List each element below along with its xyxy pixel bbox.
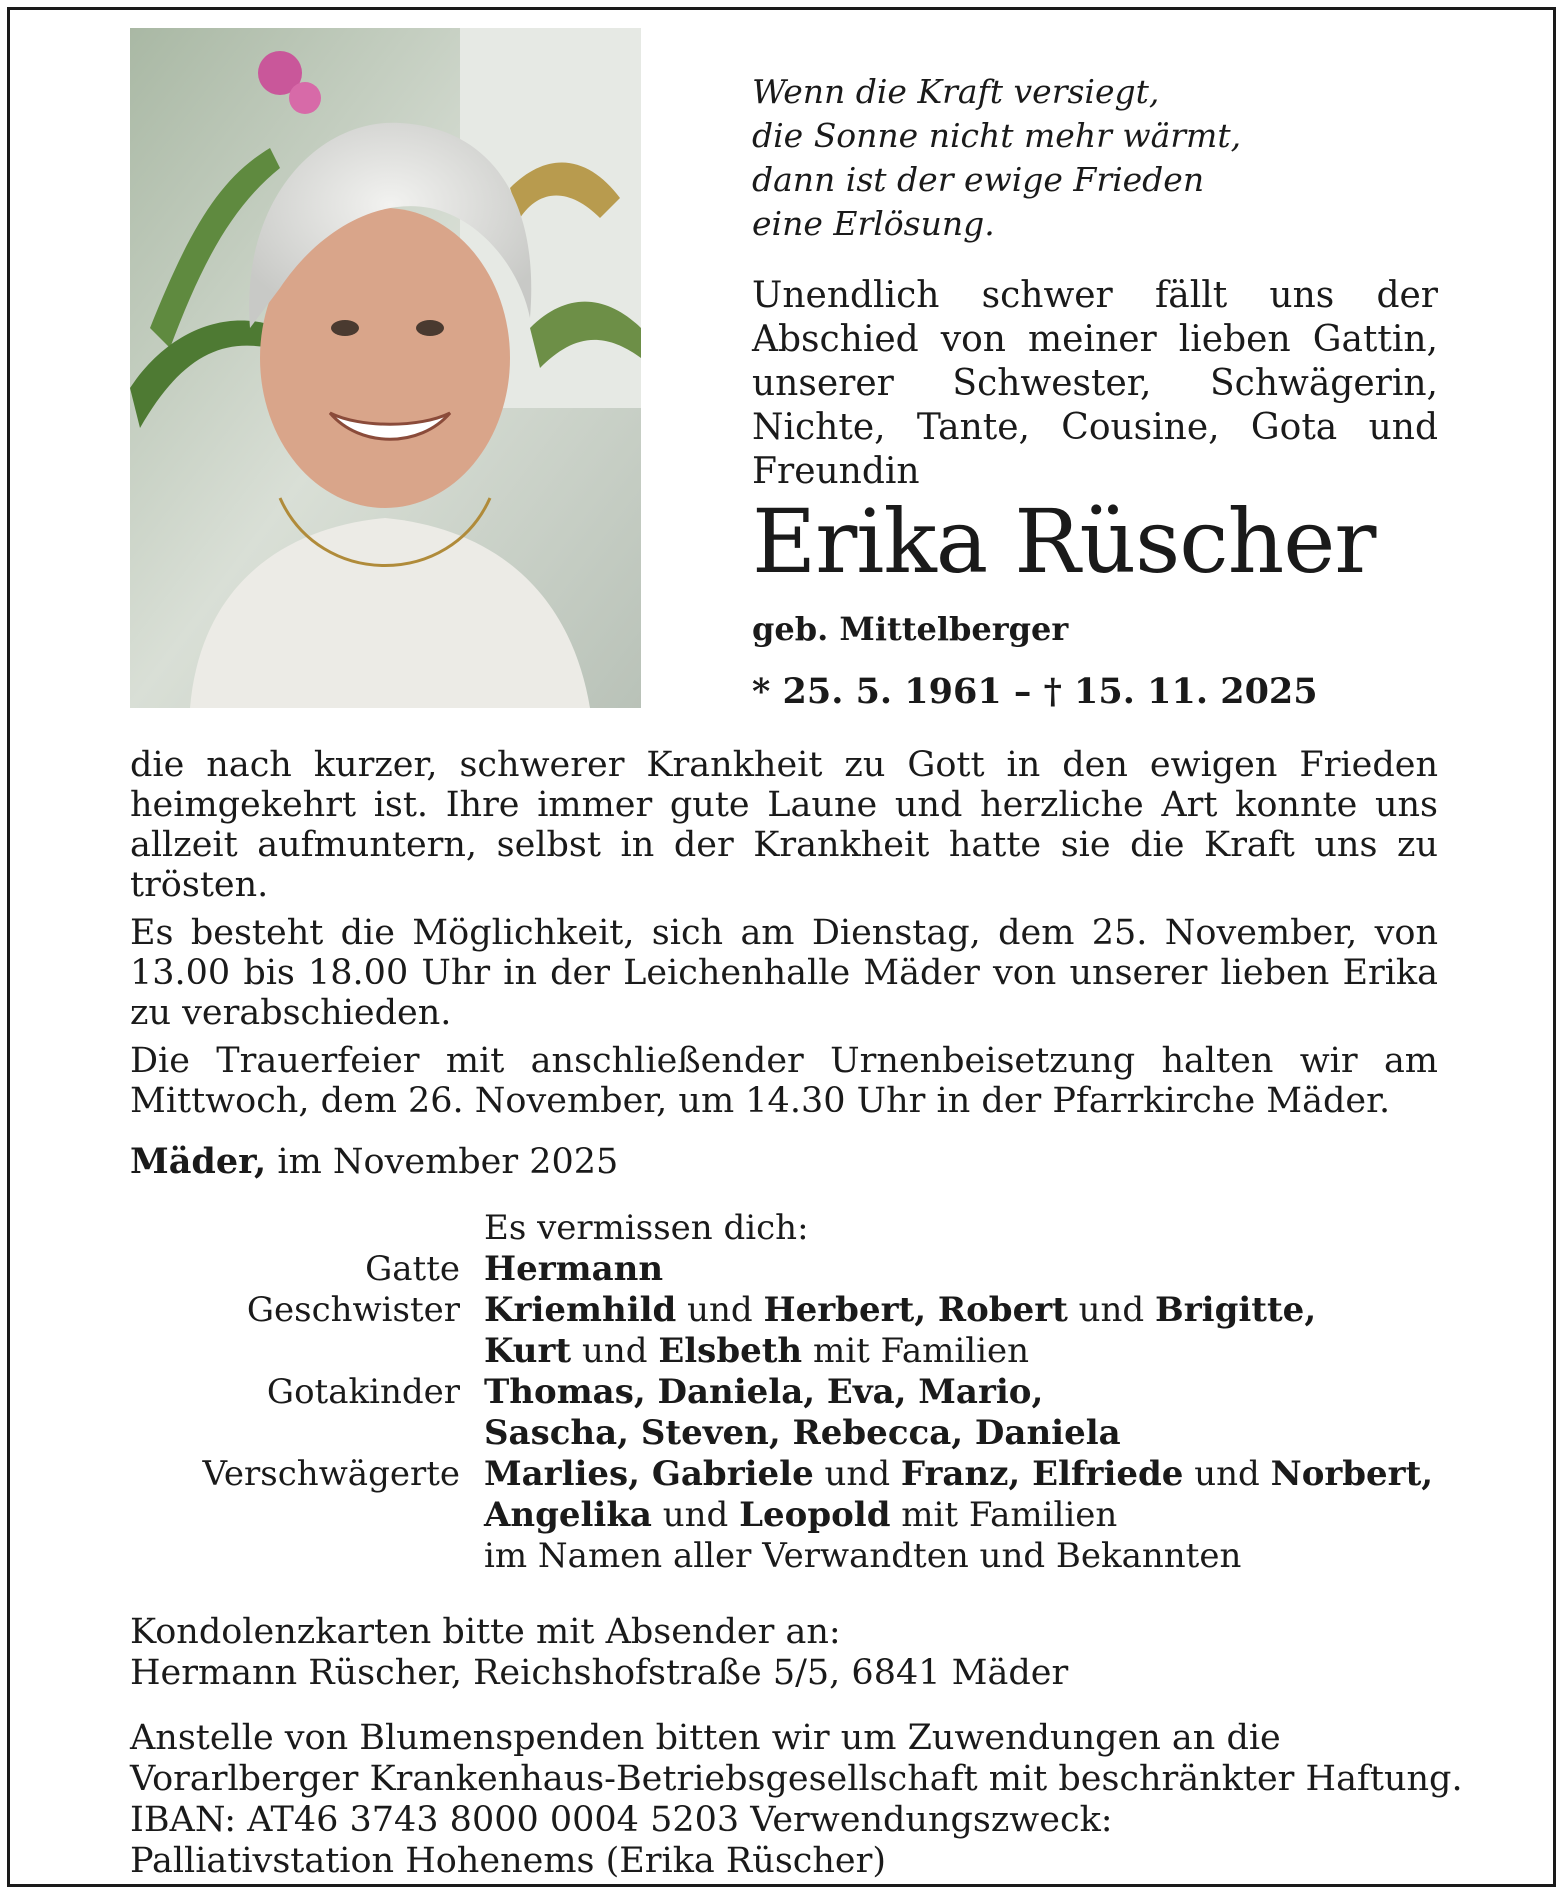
donation-purpose: Palliativstation Hohenems (Erika Rüscher): [130, 1841, 887, 1881]
survivor-names: Marlies, Gabriele und Franz, Elfriede und Norbert,: [484, 1454, 1434, 1494]
survivors-list: [130, 1208, 1460, 1577]
poem-line: eine Erlösung.: [752, 204, 995, 243]
paragraph: Es besteht die Möglichkeit, sich am Dienstag, dem 25. November, von 13.00 bis 18.00 Uhr in der Leichenhalle Mäder von unserer lieben Erika zu verabschieden.: [130, 913, 1438, 1033]
survivor-names: Hermann: [484, 1249, 664, 1289]
survivor-role: [130, 1536, 484, 1577]
paragraph: Die Trauerfeier mit anschließender Urnenbeisetzung halten wir am Mittwoch, dem 26. November, um 14.30 Uhr in der Pfarrkirche Mäder.: [130, 1041, 1438, 1121]
place-date: [130, 1140, 618, 1184]
paragraph: die nach kurzer, schwerer Krankheit zu Gott in den ewigen Frieden heimgekehrt ist. Ihre immer gute Laune und herzliche Art konnte uns allzeit aufmuntern, selbst in der Krankheit hatte sie die Kraft uns zu trösten.: [130, 745, 1438, 905]
survivor-row: [130, 1454, 1460, 1495]
intro-text: Unendlich schwer fällt uns der Abschied von meiner lieben Gattin, unserer Schwester, Schwägerin, Nichte, Tante, Cousine, Gota und Freundin: [752, 275, 1438, 492]
announcement-body: [130, 745, 1438, 1129]
survivor-names: Kurt und Elsbeth mit Familien: [484, 1331, 1029, 1371]
survivor-names: im Namen aller Verwandten und Bekannten: [484, 1536, 1242, 1576]
condolence-address: Hermann Rüscher, Reichshofstraße 5/5, 6841 Mäder: [130, 1653, 1069, 1693]
donation-line: Vorarlberger Krankenhaus-Betriebsgesellschaft mit beschränkter Haftung.: [130, 1759, 1463, 1799]
deceased-name: Erika Rüscher: [752, 490, 1376, 593]
survivor-role: Gotakinder: [266, 1372, 460, 1412]
survivor-names: Sascha, Steven, Rebecca, Daniela: [484, 1413, 1121, 1453]
footer: [130, 1600, 1463, 1882]
survivor-role: Gatte: [365, 1249, 460, 1289]
condolence-line: Kondolenzkarten bitte mit Absender an:: [130, 1612, 841, 1652]
place-month: im November 2025: [266, 1142, 619, 1182]
survivor-names: Angelika und Leopold mit Familien: [484, 1495, 1118, 1535]
survivor-row: [130, 1331, 1460, 1372]
poem-line: Wenn die Kraft versiegt,: [752, 72, 1160, 111]
survivors-heading: Es vermissen dich:: [484, 1208, 809, 1248]
donation-iban: IBAN: AT46 3743 8000 0004 5203 Verwendungszweck:: [130, 1800, 1113, 1840]
survivor-role: [130, 1331, 484, 1372]
survivors-heading-row: [130, 1208, 1460, 1249]
poem-line: dann ist der ewige Frieden: [752, 160, 1205, 199]
portrait-photo: [130, 28, 641, 708]
survivor-row: [130, 1249, 1460, 1290]
survivor-role: [130, 1495, 484, 1536]
survivor-row: [130, 1413, 1460, 1454]
survivor-names: Kriemhild und Herbert, Robert und Brigitte,: [484, 1290, 1317, 1330]
survivor-row: [130, 1536, 1460, 1577]
place-town: Mäder,: [130, 1141, 267, 1182]
survivor-row: [130, 1372, 1460, 1413]
poem-line: die Sonne nicht mehr wärmt,: [752, 116, 1242, 155]
survivor-role: [130, 1413, 484, 1454]
donation-line: Anstelle von Blumenspenden bitten wir um Zuwendungen an die: [130, 1718, 1281, 1758]
poem: [752, 70, 1438, 246]
survivor-row: [130, 1290, 1460, 1331]
survivor-role: Geschwister: [246, 1290, 460, 1330]
survivor-role: Verschwägerte: [202, 1454, 460, 1494]
survivor-names: Thomas, Daniela, Eva, Mario,: [484, 1372, 1044, 1412]
life-dates: * 25. 5. 1961 – † 15. 11. 2025: [752, 671, 1318, 712]
birth-name: geb. Mittelberger: [752, 610, 1069, 648]
survivor-row: [130, 1495, 1460, 1536]
